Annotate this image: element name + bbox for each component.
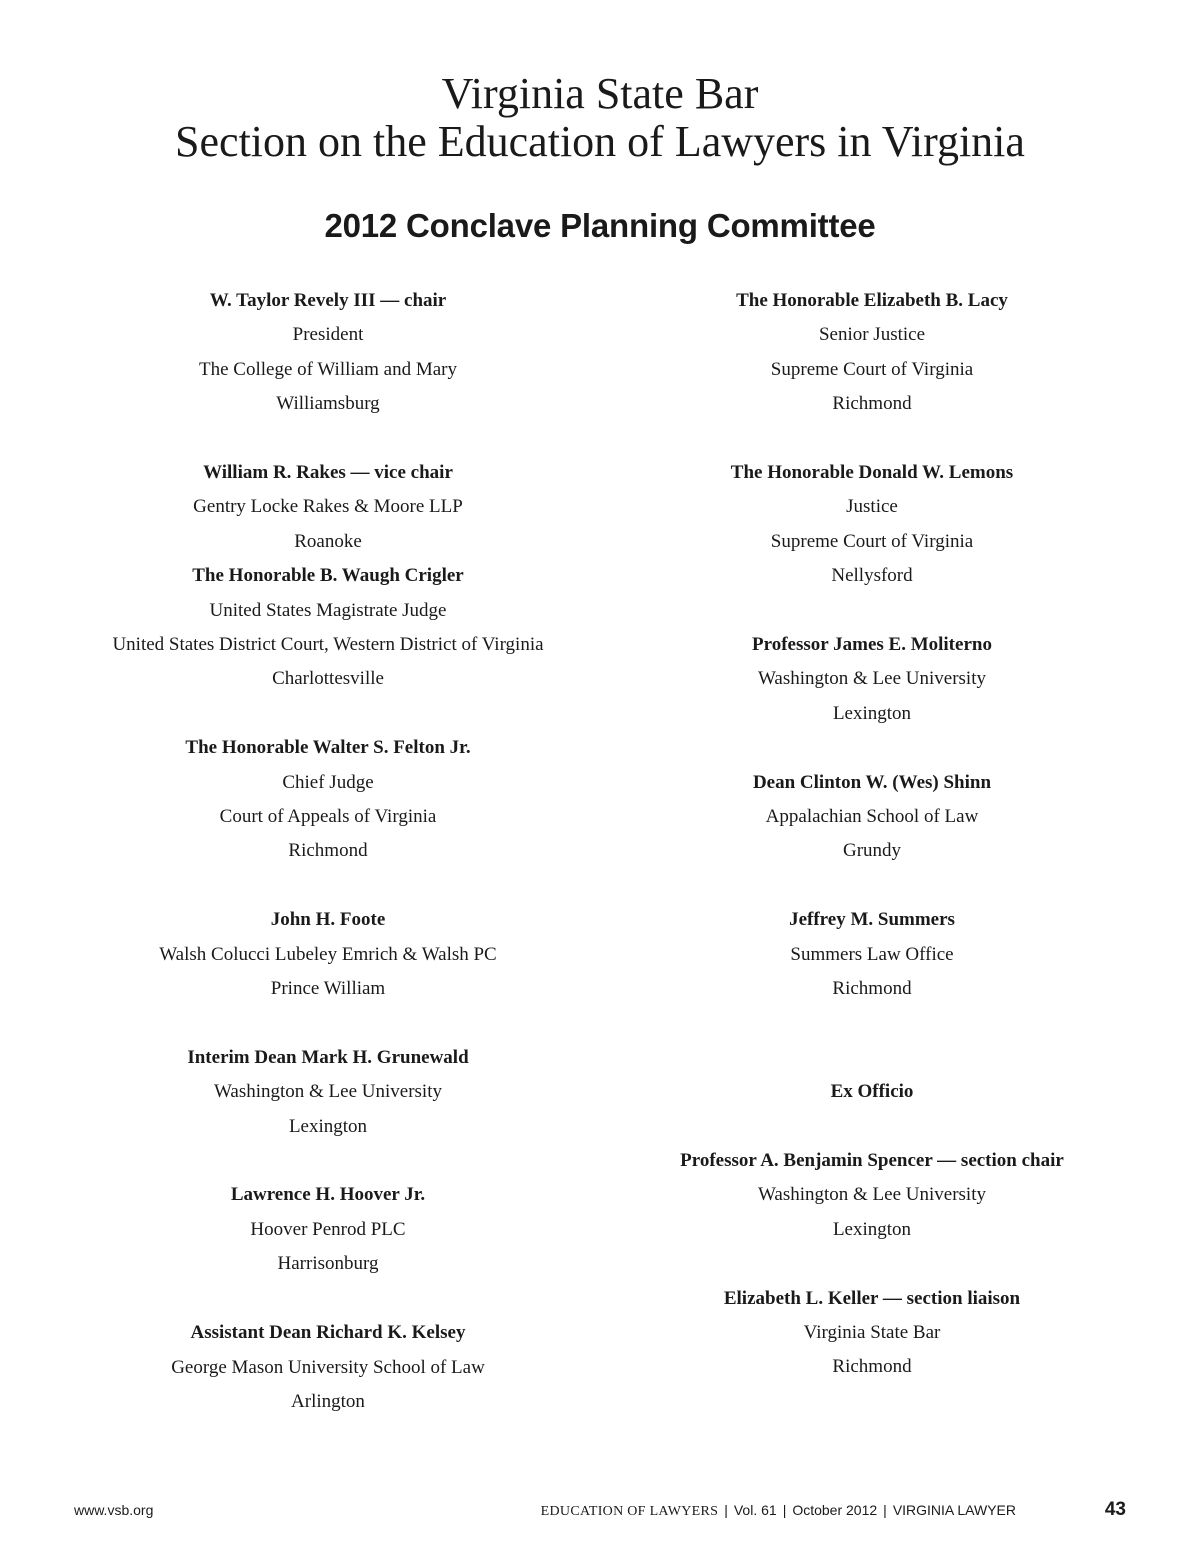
member-name: Elizabeth L. Keller — section liaison (723, 1287, 1021, 1309)
member-detail: Richmond (832, 1356, 912, 1378)
member-entry (78, 731, 578, 869)
member-detail: Walsh Colucci Lubeley Emrich & Walsh PC (159, 943, 497, 965)
member-detail: Summers Law Office (790, 943, 954, 965)
member-name: Dean Clinton W. (Wes) Shinn (752, 771, 992, 793)
member-name: The Honorable B. Waugh Crigler (192, 565, 464, 587)
left-member-column (78, 284, 578, 1419)
title-line-2: Section on the Education of Lawyers in Virginia (175, 117, 1025, 166)
member-name: Jeffrey M. Summers (789, 909, 955, 931)
member-name: The Honorable Walter S. Felton Jr. (185, 737, 471, 759)
member-name: W. Taylor Revely III — chair (209, 290, 447, 311)
member-detail: Lexington (288, 1115, 368, 1137)
member-entry (622, 766, 1122, 869)
member-entry (622, 1282, 1122, 1385)
footer-url: www.vsb.org (74, 1502, 154, 1518)
member-detail: President (292, 324, 364, 346)
member-entry (78, 1041, 578, 1144)
spacer (622, 1110, 1122, 1144)
spacer (78, 1144, 578, 1178)
member-detail: Gentry Locke Rakes & Moore LLP (193, 496, 463, 518)
footer-section: EDUCATION OF LAWYERS (540, 1504, 719, 1519)
member-detail: Richmond (288, 840, 368, 862)
footer-publication: VIRGINIA LAWYER (892, 1502, 1016, 1518)
member-name: Assistant Dean Richard K. Kelsey (190, 1322, 466, 1344)
member-detail: The College of William and Mary (199, 358, 457, 380)
member-name: The Honorable Elizabeth B. Lacy (736, 290, 1008, 311)
member-detail: Chief Judge (282, 771, 374, 793)
member-detail: Arlington (291, 1390, 365, 1412)
spacer (622, 594, 1122, 628)
member-entry (78, 1316, 578, 1419)
member-detail: Washington & Lee University (757, 668, 986, 690)
member-entry (78, 1178, 578, 1281)
member-detail: Virginia State Bar (803, 1322, 941, 1344)
member-detail: Charlottesville (272, 668, 384, 690)
member-name: Interim Dean Mark H. Grunewald (187, 1046, 469, 1068)
member-entry (622, 456, 1122, 594)
member-detail: George Mason University School of Law (171, 1356, 485, 1378)
footer-separator: | (782, 1502, 787, 1518)
spacer (78, 697, 578, 731)
spacer (622, 1247, 1122, 1281)
member-name: William R. Rakes — vice chair (203, 462, 453, 484)
footer-separator: | (883, 1502, 887, 1518)
member-detail: Grundy (842, 840, 902, 862)
spacer (78, 869, 578, 903)
spacer (78, 422, 578, 456)
spacer (622, 422, 1122, 456)
member-detail: Prince William (270, 978, 386, 1000)
member-detail: Roanoke (294, 530, 362, 552)
member-detail: Lexington (832, 702, 912, 724)
member-entry (622, 628, 1122, 731)
member-name: John H. Foote (270, 909, 386, 931)
member-detail: Supreme Court of Virginia (770, 530, 974, 552)
member-entry (78, 559, 578, 697)
spacer (622, 1006, 1122, 1040)
member-detail: Supreme Court of Virginia (770, 358, 974, 380)
member-entry (622, 284, 1122, 422)
spacer (78, 1282, 578, 1316)
running-footer (541, 1502, 1016, 1520)
member-entry (78, 456, 578, 559)
member-detail: Hoover Penrod PLC (250, 1218, 406, 1240)
member-detail: Williamsburg (276, 393, 380, 415)
member-detail: United States Magistrate Judge (209, 599, 447, 621)
page-footer (0, 1496, 1200, 1536)
spacer (78, 1006, 578, 1040)
member-entry (622, 1144, 1122, 1247)
member-name: The Honorable Donald W. Lemons (730, 462, 1014, 484)
ex-officio-section (622, 1075, 1122, 1109)
right-member-column (622, 284, 1122, 1385)
member-detail: Nellysford (831, 565, 913, 587)
spacer (622, 731, 1122, 765)
member-detail: Court of Appeals of Virginia (219, 806, 437, 828)
member-name: Professor A. Benjamin Spencer — section chair (680, 1150, 1064, 1172)
member-detail: Lexington (832, 1218, 912, 1240)
member-detail: Harrisonburg (277, 1253, 379, 1275)
ex-officio-heading: Ex Officio (830, 1081, 914, 1103)
committee-heading: 2012 Conclave Planning Committee (324, 207, 876, 244)
spacer (622, 1041, 1122, 1075)
member-name: Professor James E. Moliterno (752, 634, 992, 656)
footer-separator: | (724, 1502, 728, 1518)
spacer (622, 869, 1122, 903)
member-detail: United States District Court, Western District of Virginia (112, 634, 544, 656)
title-line-1: Virginia State Bar (441, 69, 759, 118)
member-detail: Justice (846, 496, 898, 518)
footer-date: October 2012 (792, 1502, 878, 1518)
member-entry (78, 284, 578, 422)
footer-volume: Vol. 61 (733, 1502, 777, 1518)
page-title (0, 70, 1200, 166)
page-number: 43 (1104, 1499, 1126, 1520)
member-detail: Richmond (832, 393, 912, 415)
member-name: Lawrence H. Hoover Jr. (230, 1184, 426, 1206)
member-entry (78, 903, 578, 1006)
member-detail: Senior Justice (818, 324, 926, 346)
member-detail: Appalachian School of Law (765, 806, 979, 828)
member-detail: Washington & Lee University (757, 1184, 986, 1206)
member-entry (622, 903, 1122, 1006)
member-detail: Richmond (832, 978, 912, 1000)
member-detail: Washington & Lee University (213, 1081, 442, 1103)
